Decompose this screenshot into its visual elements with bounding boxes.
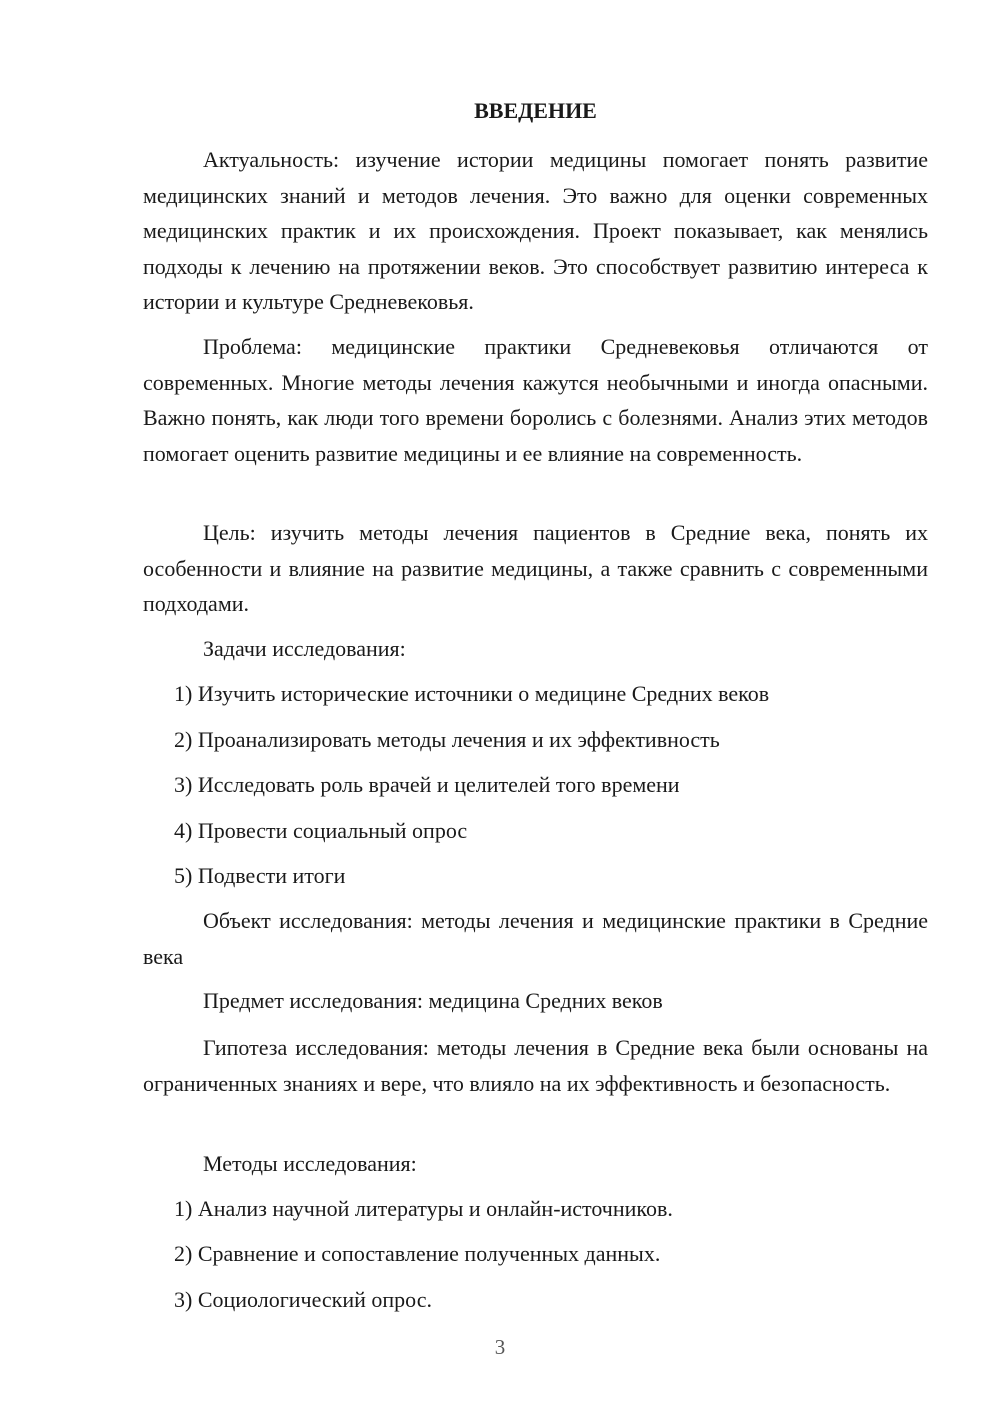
task-item: 4) Провести социальный опрос — [174, 818, 468, 843]
method-item: 2) Сравнение и сопоставление полученных данных. — [174, 1241, 661, 1266]
subject-paragraph: Предмет исследования: медицина Средних веков — [203, 988, 663, 1013]
goal-paragraph: Цель: изучить методы лечения пациентов в Средние века, понять их особенности и влияние на развитие медицины, а также сравнить с современными подходами. — [143, 520, 928, 616]
task-item: 3) Исследовать роль врачей и целителей того времени — [174, 772, 680, 797]
task-item: 2) Проанализировать методы лечения и их эффективность — [174, 727, 720, 752]
method-item: 3) Социологический опрос. — [174, 1287, 432, 1312]
page-number: 3 — [494, 1335, 506, 1359]
section-title: ВВЕДЕНИЕ — [474, 98, 597, 123]
tasks-heading: Задачи исследования: — [203, 636, 406, 661]
methods-heading: Методы исследования: — [203, 1151, 417, 1176]
relevance-paragraph: Актуальность: изучение истории медицины помогает понять развитие медицинских знаний и методов лечения. Это важно для оценки современных медицинских практик и их происхождения. Проект показывает, как менялись подходы к лечению на протяжении веков. Это способствует развитию интереса к истории и культуре Средневековья. — [143, 147, 928, 314]
hypothesis-paragraph: Гипотеза исследования: методы лечения в Средние века были основаны на ограниченных знаниях и вере, что влияло на их эффективность и безопасность. — [143, 1035, 928, 1096]
task-item: 1) Изучить исторические источники о медицине Средних веков — [174, 681, 770, 706]
task-item: 5) Подвести итоги — [174, 863, 346, 888]
method-item: 1) Анализ научной литературы и онлайн-источников. — [174, 1196, 673, 1221]
object-paragraph: Объект исследования: методы лечения и медицинские практики в Средние века — [143, 908, 928, 969]
problem-paragraph: Проблема: медицинские практики Средневековья отличаются от современных. Многие методы лечения кажутся необычными и иногда опасными. Важно понять, как люди того времени боролись с болезнями. Анализ этих методов помогает оценить развитие медицины и ее влияние на современность. — [143, 334, 928, 466]
